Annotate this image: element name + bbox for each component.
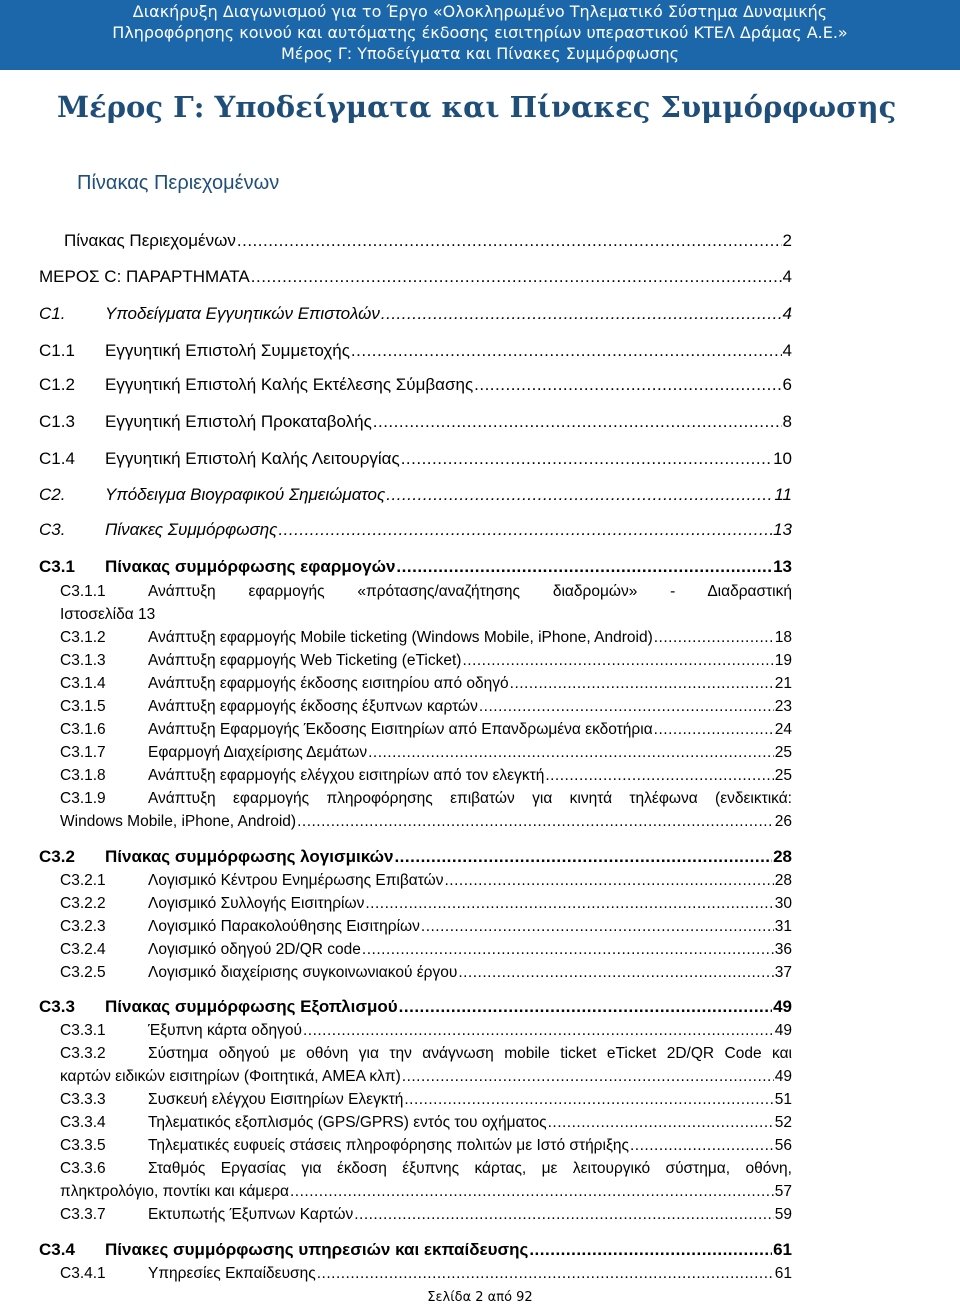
toc-entry-title: Πίνακες συμμόρφωσης υπηρεσιών και εκπαίδευσης: [105, 1240, 529, 1259]
toc-entry-c3-3[interactable]: [39, 995, 792, 1019]
toc-entry-c3-3-1[interactable]: [60, 1019, 792, 1043]
toc-entry-title: Λογισμικό Παρακολούθησης Εισιτηρίων: [148, 918, 420, 935]
toc-leader-dots: [630, 1134, 774, 1158]
toc-entry-c1[interactable]: [39, 302, 792, 326]
toc-entry-c3-4[interactable]: [39, 1238, 792, 1262]
toc-entry-title: Τηλεματικός εξοπλισμός (GPS/GPRS) εντός του οχήματος: [148, 1114, 547, 1131]
toc-entry-number: C3.3.7: [60, 1206, 106, 1223]
toc-entry-page: 31: [774, 918, 792, 935]
toc-leader-dots: [317, 1262, 774, 1286]
toc-entry-c1-3[interactable]: [39, 410, 792, 434]
toc-entry-title: Έξυπνη κάρτα οδηγού: [148, 1022, 302, 1039]
toc-entry-title: Υπόδειγμα Βιογραφικού Σημειώματος: [105, 485, 386, 504]
toc-entry-page: 61: [774, 1265, 792, 1282]
toc-entry-page: 2: [782, 231, 792, 250]
toc-entry-number: C3.1.1: [60, 583, 106, 600]
toc-entry-number: C3.4: [39, 1240, 75, 1259]
toc-entry-page: 25: [774, 767, 792, 784]
toc-entry-page: 24: [774, 721, 792, 738]
toc-leader-dots: [402, 1065, 774, 1089]
toc-entry-page: 49: [774, 1068, 792, 1085]
toc-entry-title: Πίνακας συμμόρφωσης εφαρμογών: [105, 557, 396, 576]
toc-leader-dots: [237, 229, 782, 253]
toc-leader-dots: [404, 1088, 773, 1112]
toc-leader-dots: [251, 265, 782, 289]
toc-entry-c3-3-2[interactable]: [60, 1042, 792, 1066]
toc-entry-title: Λογισμικό οδηγού 2D/QR code: [148, 941, 361, 958]
toc-heading: Πίνακας Περιεχομένων: [77, 172, 280, 194]
toc-entry-number: C3.1.3: [60, 652, 106, 669]
toc-entry-title: ΜΕΡΟΣ C: ΠΑΡΑΡΤΗΜΑΤΑ: [39, 267, 250, 286]
toc-entry-title: Λογισμικό Συλλογής Εισιτηρίων: [148, 895, 365, 912]
toc-leader-dots: [462, 649, 773, 673]
toc-entry-page: 10: [773, 449, 792, 468]
toc-entry-page: 4: [782, 267, 792, 286]
toc-entry-title: Ανάπτυξη εφαρμογής ελέγχου εισιτηρίων από τον ελεγκτή: [148, 767, 545, 784]
toc-entry-number: C3.1.7: [60, 744, 106, 761]
toc-entry-c3-3-6[interactable]: [60, 1157, 792, 1181]
toc-entry-number: C2.: [39, 485, 66, 504]
toc-entry-c3-1-4[interactable]: [60, 672, 792, 696]
toc-entry-number: C3.2.3: [60, 918, 106, 935]
toc-entry-page: 11: [774, 485, 792, 504]
toc-leader-dots: [458, 961, 773, 985]
toc-entry-page: 51: [774, 1091, 792, 1108]
toc-entry-page: 49: [774, 1022, 792, 1039]
toc-leader-dots: [529, 1238, 772, 1262]
toc-entry-contents[interactable]: [64, 229, 792, 253]
toc-entry-number: C3.2.4: [60, 941, 106, 958]
toc-entry-title-continued: πληκτρολόγιο, ποντίκι και κάμερα: [60, 1183, 289, 1200]
toc-leader-dots: [399, 995, 772, 1019]
toc-entry-number: C3.3.5: [60, 1137, 106, 1154]
toc-entry-c3-3-3[interactable]: [60, 1088, 792, 1112]
toc-entry-c3-1-7[interactable]: [60, 741, 792, 765]
toc-entry-number: C3.3: [39, 997, 75, 1016]
toc-entry-page: 28: [774, 872, 792, 889]
toc-entry-page: 30: [774, 895, 792, 912]
toc-entry-page: 21: [774, 675, 792, 692]
toc-entry-title: Ανάπτυξη εφαρμογής έκδοσης εισιτηρίου από οδηγό: [148, 675, 509, 692]
toc-leader-dots: [278, 518, 772, 542]
toc-entry-number: C3.1.5: [60, 698, 106, 715]
toc-entry-page: 61: [773, 1240, 792, 1259]
toc-entry-c3-2[interactable]: [39, 845, 792, 869]
toc-entry-title: Εγγυητική Επιστολή Καλής Λειτουργίας: [105, 449, 400, 468]
toc-entry-title: Σταθμός Εργασίας για έκδοση έξυπνης κάρτας, με λειτουργικό σύστημα, οθόνη,: [148, 1160, 792, 1177]
toc-entry-number: C1.2: [39, 375, 75, 394]
toc-entry-c3-1-9[interactable]: [60, 787, 792, 811]
toc-entry-title: Συσκευή ελέγχου Εισιτηρίων Ελεγκτή: [148, 1091, 404, 1108]
toc-entry-c3-3-2-continued[interactable]: [60, 1065, 792, 1089]
toc-entry-number: C3.3.3: [60, 1091, 106, 1108]
toc-leader-dots: [545, 764, 773, 788]
toc-entry-title-continued: καρτών ειδικών εισιτηρίων (Φοιτητικά, ΑΜΕΑ κλπ): [60, 1068, 401, 1085]
toc-entry-c3-1-3[interactable]: [60, 649, 792, 673]
toc-entry-title: Ανάπτυξη εφαρμογής Web Ticketing (eTicket): [148, 652, 462, 669]
toc-entry-number: C3.2.1: [60, 872, 106, 889]
toc-entry-title: Σύστημα οδηγού με οθόνη για την ανάγνωση mobile ticket eTicket 2D/QR Code και: [148, 1045, 792, 1062]
toc-entry-page: 49: [773, 997, 792, 1016]
toc-leader-dots: [654, 718, 774, 742]
toc-entry-title: Λογισμικό διαχείρισης συγκοινωνιακού έργου: [148, 964, 458, 981]
toc-entry-page: 52: [774, 1114, 792, 1131]
toc-entry-title: Εγγυητική Επιστολή Προκαταβολής: [105, 412, 372, 431]
toc-leader-dots: [386, 483, 773, 507]
header-line-2: Πληροφόρησης κοινού και αυτόματης έκδοσης εισιτηρίων υπεραστικού ΚΤΕΛ Δράμας Α.Ε.»: [112, 23, 848, 42]
toc-entry-c3-4-1[interactable]: [60, 1262, 792, 1286]
toc-entry-title-continued: Windows Mobile, iPhone, Android): [60, 813, 297, 830]
toc-entry-c3-1-1-continued: Ιστοσελίδα 13: [60, 606, 156, 623]
toc-entry-title: Πίνακες Συμμόρφωσης: [105, 520, 278, 539]
toc-leader-dots: [421, 915, 774, 939]
toc-entry-number: C3.1.9: [60, 790, 106, 807]
toc-leader-dots: [297, 810, 774, 834]
toc-leader-dots: [444, 869, 773, 893]
toc-leader-dots: [654, 626, 774, 650]
toc-entry-c3-3-7[interactable]: [60, 1203, 792, 1227]
toc-entry-page: 57: [774, 1183, 792, 1200]
toc-leader-dots: [368, 741, 774, 765]
toc-entry-title: Εκτυπωτής Έξυπνων Καρτών: [148, 1206, 354, 1223]
toc-entry-title: Εφαρμογή Διαχείρισης Δεμάτων: [148, 744, 368, 761]
toc-leader-dots: [351, 339, 782, 363]
toc-leader-dots: [381, 302, 782, 326]
toc-entry-number: C3.2.5: [60, 964, 106, 981]
toc-leader-dots: [290, 1180, 774, 1204]
toc-entry-page: 25: [774, 744, 792, 761]
toc-entry-title: Τηλεματικές ευφυείς στάσεις πληροφόρησης πολιτών με Ιστό στήριξης: [148, 1137, 629, 1154]
toc-entry-c2[interactable]: [39, 483, 792, 507]
toc-entry-c1-1[interactable]: [39, 339, 792, 363]
toc-leader-dots: [479, 695, 774, 719]
toc-entry-c3-3-5[interactable]: [60, 1134, 792, 1158]
toc-leader-dots: [401, 447, 772, 471]
toc-leader-dots: [396, 555, 772, 579]
toc-entry-number: C3.3.1: [60, 1022, 106, 1039]
toc-entry-page: 18: [774, 629, 792, 646]
toc-entry-number: C3.3.6: [60, 1160, 106, 1177]
toc-entry-number: C3.1.4: [60, 675, 106, 692]
toc-entry-number: C1.: [39, 304, 66, 323]
toc-entry-page: 26: [774, 813, 792, 830]
toc-entry-number: C1.4: [39, 449, 75, 468]
toc-entry-title: Λογισμικό Κέντρου Ενημέρωσης Επιβατών: [148, 872, 444, 889]
toc-entry-title: Πίνακας Περιεχομένων: [64, 231, 236, 250]
toc-entry-number: C3.3.4: [60, 1114, 106, 1131]
toc-entry-title: Πίνακας συμμόρφωσης λογισμικών: [105, 847, 394, 866]
toc-entry-title: Ανάπτυξη Εφαρμογής Έκδοσης Εισιτηρίων από Επανδρωμένα εκδοτήρια: [148, 721, 653, 738]
toc-leader-dots: [354, 1203, 774, 1227]
toc-entry-title: Υπηρεσίες Εκπαίδευσης: [148, 1265, 316, 1282]
toc-entry-number: C1.3: [39, 412, 75, 431]
toc-entry-page: 13: [773, 557, 792, 576]
toc-entry-part-c[interactable]: [39, 265, 792, 289]
toc-entry-page: 23: [774, 698, 792, 715]
toc-entry-c3[interactable]: [39, 518, 792, 542]
toc-leader-dots: [548, 1111, 774, 1135]
toc-entry-c3-1-8[interactable]: [60, 764, 792, 788]
toc-entry-title: Ανάπτυξη εφαρμογής πληροφόρησης επιβατών για κινητά τηλέφωνα (ενδεικτικά:: [148, 790, 792, 807]
toc-entry-c3-2-3[interactable]: [60, 915, 792, 939]
toc-entry-number: C1.1: [39, 341, 75, 360]
toc-entry-title: Εγγυητική Επιστολή Συμμετοχής: [105, 341, 350, 360]
toc-entry-title: Εγγυητική Επιστολή Καλής Εκτέλεσης Σύμβασης: [105, 375, 474, 394]
toc-leader-dots: [394, 845, 772, 869]
toc-entry-title: Υποδείγματα Εγγυητικών Επιστολών: [105, 304, 380, 323]
toc-entry-page: 13: [773, 520, 792, 539]
toc-entry-c1-4[interactable]: [39, 447, 792, 471]
toc-entry-title: Ανάπτυξη εφαρμογής έκδοσης έξυπνων καρτών: [148, 698, 478, 715]
page-number-footer: Σελίδα 2 από 92: [427, 1290, 533, 1305]
toc-entry-c3-2-2[interactable]: [60, 892, 792, 916]
toc-entry-title: Ανάπτυξη εφαρμογής «πρότασης/αναζήτησης διαδρομών» - Διαδραστική: [148, 583, 792, 600]
toc-entry-title: Ανάπτυξη εφαρμογής Mobile ticketing (Windows Mobile, iPhone, Android): [148, 629, 653, 646]
toc-entry-c3-2-5[interactable]: [60, 961, 792, 985]
toc-entry-page: 36: [774, 941, 792, 958]
toc-entry-page: 59: [774, 1206, 792, 1223]
toc-entry-number: C3.2.2: [60, 895, 106, 912]
toc-entry-number: C3.2: [39, 847, 75, 866]
toc-leader-dots: [303, 1019, 774, 1043]
toc-entry-number: C3.1.8: [60, 767, 106, 784]
toc-leader-dots: [510, 672, 774, 696]
toc-entry-page: 37: [774, 964, 792, 981]
toc-entry-number: C3.: [39, 520, 66, 539]
toc-entry-c3-1-9-continued[interactable]: [60, 810, 792, 834]
toc-leader-dots: [373, 410, 782, 434]
toc-entry-c3-1-2[interactable]: [60, 626, 792, 650]
toc-entry-number: C3.1.2: [60, 629, 106, 646]
toc-entry-page: 4: [782, 304, 792, 323]
toc-entry-c3-2-1[interactable]: [60, 869, 792, 893]
toc-entry-c3-2-4[interactable]: [60, 938, 792, 962]
toc-entry-page: 4: [782, 341, 792, 360]
toc-entry-number: C3.4.1: [60, 1265, 106, 1282]
toc-entry-number: C3.3.2: [60, 1045, 106, 1062]
toc-entry-page: 28: [773, 847, 792, 866]
toc-entry-number: C3.1: [39, 557, 75, 576]
toc-leader-dots: [365, 892, 773, 916]
toc-entry-page: 8: [782, 412, 792, 431]
toc-entry-page: 56: [774, 1137, 792, 1154]
toc-leader-dots: [362, 938, 774, 962]
toc-entry-c3-1-5[interactable]: [60, 695, 792, 719]
toc-entry-c3-1-6[interactable]: [60, 718, 792, 742]
header-line-1: Διακήρυξη Διαγωνισμού για το Έργο «Ολοκληρωμένο Τηλεματικό Σύστημα Δυναμικής: [132, 2, 828, 21]
toc-entry-page: 19: [774, 652, 792, 669]
toc-leader-dots: [474, 373, 781, 397]
toc-entry-number: C3.1.6: [60, 721, 106, 738]
toc-entry-c3-1[interactable]: [39, 555, 792, 579]
document-header-banner: [0, 0, 960, 70]
header-line-3: Μέρος Γ: Υποδείγματα και Πίνακες Συμμόρφωσης: [280, 44, 680, 63]
toc-entry-c3-3-6-continued[interactable]: [60, 1180, 792, 1204]
toc-entry-c1-2[interactable]: [39, 373, 792, 397]
page-title: Μέρος Γ: Υποδείγματα και Πίνακες Συμμόρφωσης: [57, 90, 897, 124]
toc-entry-c3-1-1[interactable]: [60, 580, 792, 604]
toc-entry-page: 6: [782, 375, 792, 394]
toc-entry-c3-3-4[interactable]: [60, 1111, 792, 1135]
toc-entry-title: Πίνακας συμμόρφωσης Εξοπλισμού: [105, 997, 398, 1016]
